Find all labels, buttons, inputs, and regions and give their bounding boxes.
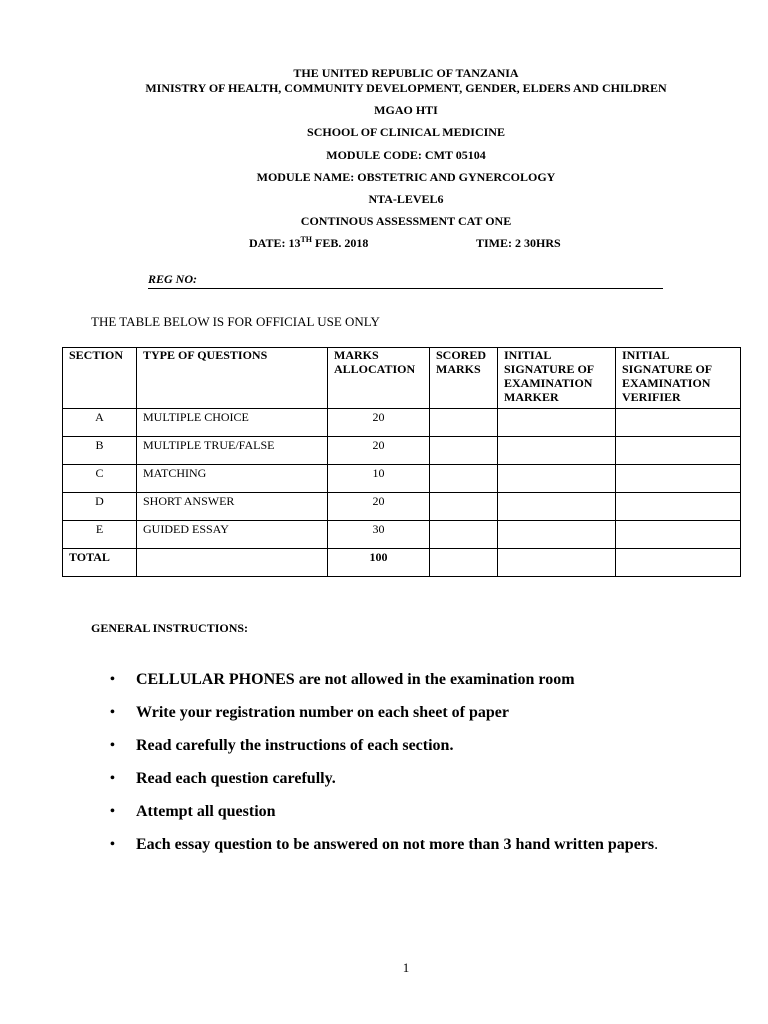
header-type: TYPE OF QUESTIONS (137, 348, 328, 409)
table-row (63, 493, 741, 521)
total-verifier-cell (616, 549, 741, 577)
official-use-note: THE TABLE BELOW IS FOR OFFICIAL USE ONLY (91, 314, 380, 329)
scored-cell (430, 409, 498, 437)
verifier-signature-cell (616, 493, 741, 521)
table-row (63, 409, 741, 437)
marker-signature-cell (498, 521, 616, 549)
verifier-signature-cell (616, 437, 741, 465)
type-cell: MULTIPLE CHOICE (137, 409, 328, 437)
header-ministry: MINISTRY OF HEALTH, COMMUNITY DEVELOPMENT, GENDER, ELDERS AND CHILDREN (145, 81, 667, 95)
verifier-signature-cell (616, 521, 741, 549)
section-cell: B (63, 437, 137, 465)
marker-signature-cell (498, 493, 616, 521)
section-cell: C (63, 465, 137, 493)
header-nta-level: NTA-LEVEL6 (368, 192, 444, 206)
bullet-icon: • (110, 705, 115, 720)
type-cell: MATCHING (137, 465, 328, 493)
header-module-code: MODULE CODE: CMT 05104 (326, 148, 486, 162)
total-marks: 100 (328, 549, 430, 577)
total-scored-cell (430, 549, 498, 577)
scored-cell (430, 521, 498, 549)
marker-signature-cell (498, 409, 616, 437)
instructions-list (110, 668, 750, 866)
header-scored-marks: SCORED MARKS (430, 348, 498, 409)
reg-no-label: REG NO: (148, 272, 198, 286)
type-cell: MULTIPLE TRUE/FALSE (137, 437, 328, 465)
verifier-signature-cell (616, 409, 741, 437)
bullet-icon: • (110, 738, 115, 753)
total-label: TOTAL (63, 549, 137, 577)
bullet-icon: • (110, 771, 115, 786)
total-marker-cell (498, 549, 616, 577)
table-row (63, 521, 741, 549)
list-item: • Write your registration number on each sheet of paper (110, 701, 750, 734)
scored-cell (430, 465, 498, 493)
section-cell: A (63, 409, 137, 437)
marker-signature-cell (498, 437, 616, 465)
header-assessment: CONTINOUS ASSESSMENT CAT ONE (300, 214, 512, 228)
header-marker-signature: INITIAL SIGNATURE OF EXAMINATION MARKER (498, 348, 616, 409)
bullet-icon: • (110, 804, 115, 819)
table-row (63, 437, 741, 465)
reg-no-line (148, 288, 663, 289)
list-item: • Attempt all question (110, 800, 750, 833)
marks-table (62, 347, 741, 577)
header-institution: MGAO HTI (374, 103, 438, 117)
scored-cell (430, 437, 498, 465)
list-item: • CELLULAR PHONES are not allowed in the examination room (110, 668, 750, 701)
list-item: • Read each question carefully. (110, 767, 750, 800)
marks-cell: 10 (328, 465, 430, 493)
list-item: • Each essay question to be answered on not more than 3 hand written papers. (110, 833, 750, 866)
bullet-icon: • (110, 672, 115, 687)
total-row (63, 549, 741, 577)
marks-cell: 20 (328, 409, 430, 437)
bullet-icon: • (110, 837, 115, 852)
table-row (63, 465, 741, 493)
verifier-signature-cell (616, 465, 741, 493)
marks-cell: 20 (328, 437, 430, 465)
header-verifier-signature: INITIAL SIGNATURE OF EXAMINATION VERIFIER (616, 348, 741, 409)
marker-signature-cell (498, 465, 616, 493)
marks-cell: 30 (328, 521, 430, 549)
total-type-cell (137, 549, 328, 577)
marks-cell: 20 (328, 493, 430, 521)
scored-cell (430, 493, 498, 521)
header-marks-allocation: MARKS ALLOCATION (328, 348, 430, 409)
section-cell: D (63, 493, 137, 521)
header-country: THE UNITED REPUBLIC OF TANZANIA (293, 66, 519, 80)
header-section: SECTION (63, 348, 137, 409)
section-cell: E (63, 521, 137, 549)
general-instructions-title: GENERAL INSTRUCTIONS: (91, 621, 249, 635)
type-cell: GUIDED ESSAY (137, 521, 328, 549)
type-cell: SHORT ANSWER (137, 493, 328, 521)
list-item: • Read carefully the instructions of each section. (110, 734, 750, 767)
table-header-row (63, 348, 741, 409)
page-number: 1 (402, 960, 410, 975)
exam-time: TIME: 2 30HRS (476, 236, 561, 250)
header-module-name: MODULE NAME: OBSTETRIC AND GYNERCOLOGY (256, 170, 556, 184)
exam-date: DATE: 13TH FEB. 2018 (249, 235, 369, 250)
header-school: SCHOOL OF CLINICAL MEDICINE (307, 125, 505, 139)
